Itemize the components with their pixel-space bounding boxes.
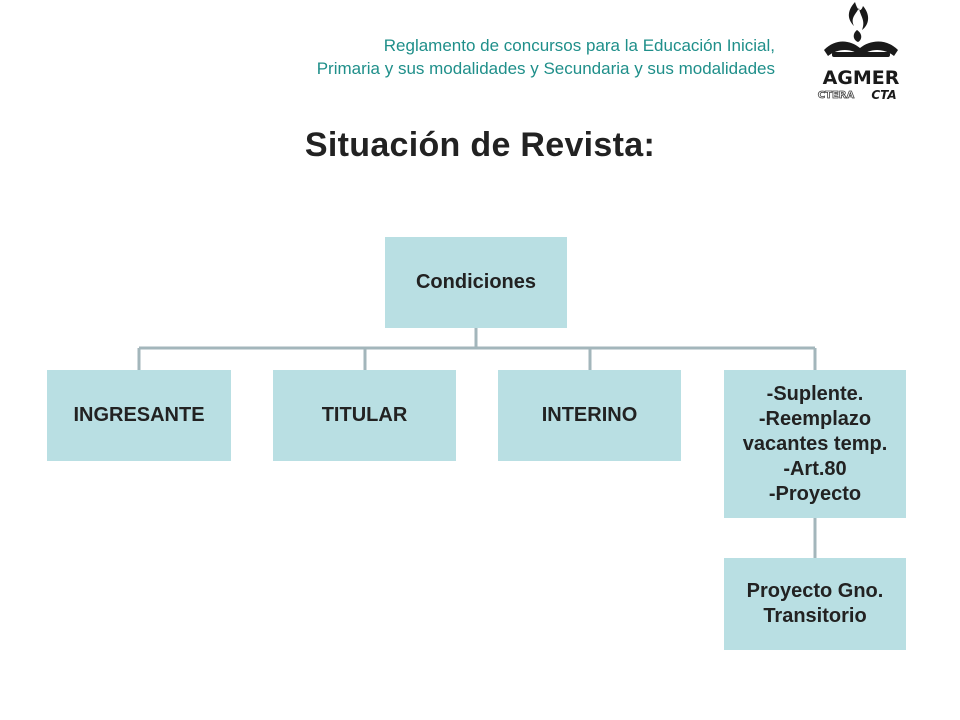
node-ingresante [47,370,231,461]
node-ingresante-label: INGRESANTE [73,404,205,426]
node-suplente-line: -Proyecto [768,482,862,505]
node-proyecto-line: Transitorio [763,605,867,627]
page-title: Situación de Revista: [304,126,656,164]
logo-subtext-right: CTA [871,88,897,102]
header-line-2: Primaria y sus modalidades y Secundaria y sus modalidades [316,59,775,79]
node-interino [498,370,681,461]
node-proyecto-gno-transitorio [724,558,906,650]
node-condiciones [385,237,567,328]
logo-wordmark: AGMER [822,67,900,89]
node-proyecto-line: Proyecto Gno. [746,580,884,602]
node-suplente-line: -Suplente. [766,382,864,405]
node-suplente [724,370,906,518]
node-titular-label: TITULAR [321,404,408,426]
node-suplente-line: vacantes temp. [742,432,888,455]
node-titular [273,370,456,461]
node-suplente-line: -Art.80 [783,457,847,480]
node-interino-label: INTERINO [541,404,638,426]
node-suplente-line: -Reemplazo [758,407,872,430]
node-condiciones-label: Condiciones [415,271,536,293]
logo-subtext-left: CTERA [817,90,855,101]
header-line-1: Reglamento de concursos para la Educación Inicial, [383,36,775,55]
